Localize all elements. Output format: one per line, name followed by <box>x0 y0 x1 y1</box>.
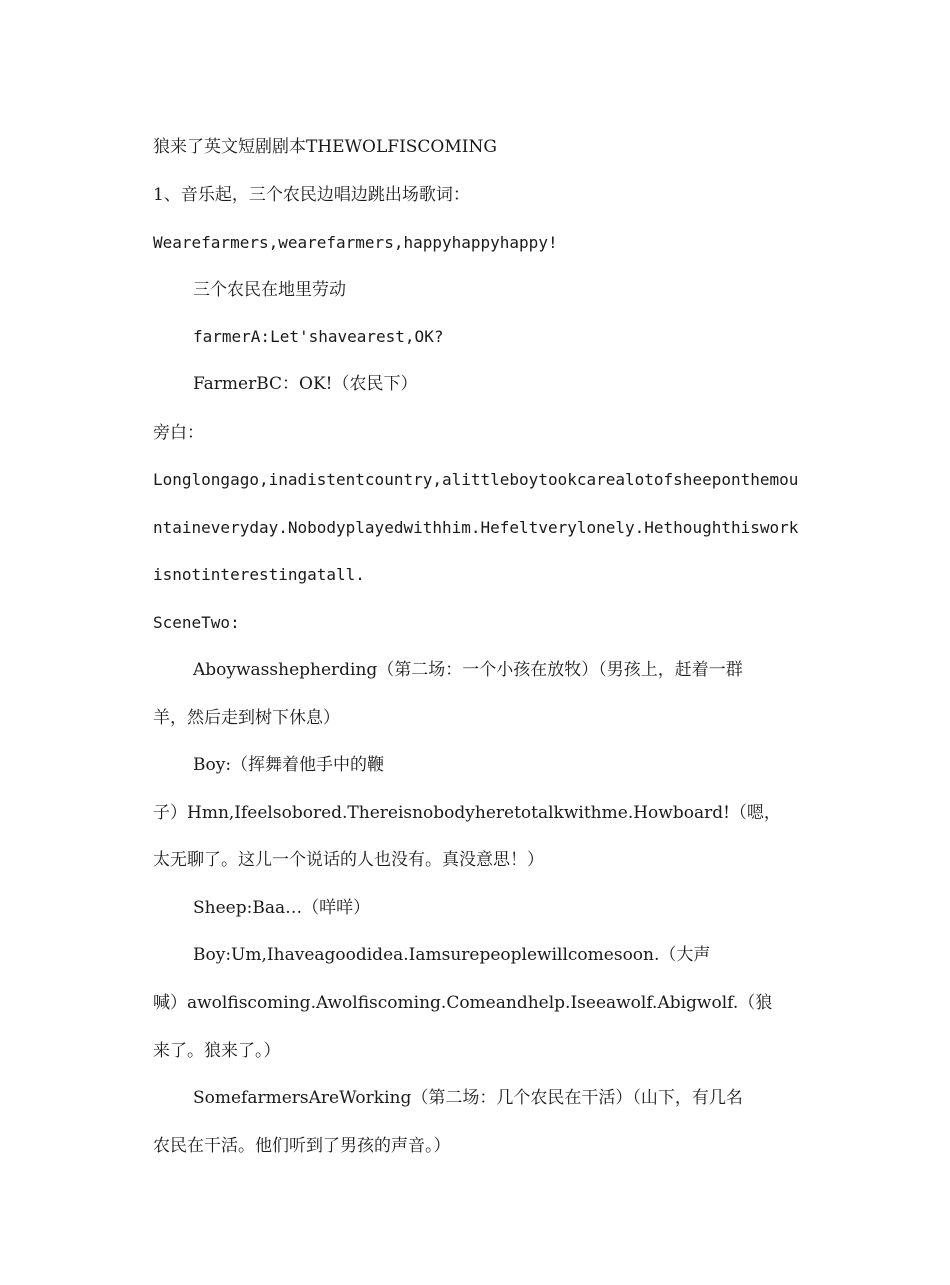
stage-direction: 三个农民在地里劳动 <box>193 280 346 300</box>
sheep-line: Sheep:Baa…（咩咩） <box>193 898 371 918</box>
boy-line: 来了。狼来了。） <box>153 1041 281 1061</box>
farmers-working-line: 农民在干活。他们听到了男孩的声音。） <box>153 1136 451 1156</box>
scene-two-direction: 羊，然后走到树下休息） <box>153 708 340 728</box>
boy-line: Boy:（挥舞着他手中的鞭 <box>193 755 385 775</box>
document-title: 狼来了英文短剧剧本THEWOLFISCOMING <box>153 137 497 157</box>
boy-line: 太无聊了。这儿一个说话的人也没有。真没意思！） <box>153 850 544 870</box>
farmers-working-line: SomefarmersAreWorking（第二场：几个农民在干活）（山下，有几名 <box>193 1088 743 1108</box>
narration-line: Longlongago,inadistentcountry,alittleboytookcarealotofsheeponthemou <box>153 470 799 489</box>
scene-two-direction: Aboywasshepherding（第二场：一个小孩在放牧）（男孩上，赶着一群 <box>193 660 743 680</box>
farmer-a-line: farmerA:Let'shavearest,OK? <box>193 327 444 346</box>
boy-line: 子）Hmn,Ifeelsobored.Thereisnobodyheretotalkwithme.Howboard!（嗯， <box>153 803 781 823</box>
narration-line: ntaineveryday.Nobodyplayedwithhim.Hefeltverylonely.Hethoughthiswork <box>153 518 799 537</box>
narration-line: isnotinterestingatall. <box>153 565 365 584</box>
scene-one-heading: 1、音乐起，三个农民边唱边跳出场歌词： <box>153 185 470 205</box>
boy-line: Boy:Um,Ihaveagoodidea.Iamsurepeoplewillcomesoon.（大声 <box>193 945 711 965</box>
song-lyrics: Wearefarmers,wearefarmers,happyhappyhappy! <box>153 233 558 252</box>
boy-line: 喊）awolfiscoming.Awolfiscoming.Comeandhelp.Iseeawolf.Abigwolf.（狼 <box>153 993 773 1013</box>
scene-two-heading: SceneTwo: <box>153 613 240 632</box>
narration-label: 旁白： <box>153 423 204 443</box>
farmer-bc-line: FarmerBC：OK!（农民下） <box>193 374 418 394</box>
